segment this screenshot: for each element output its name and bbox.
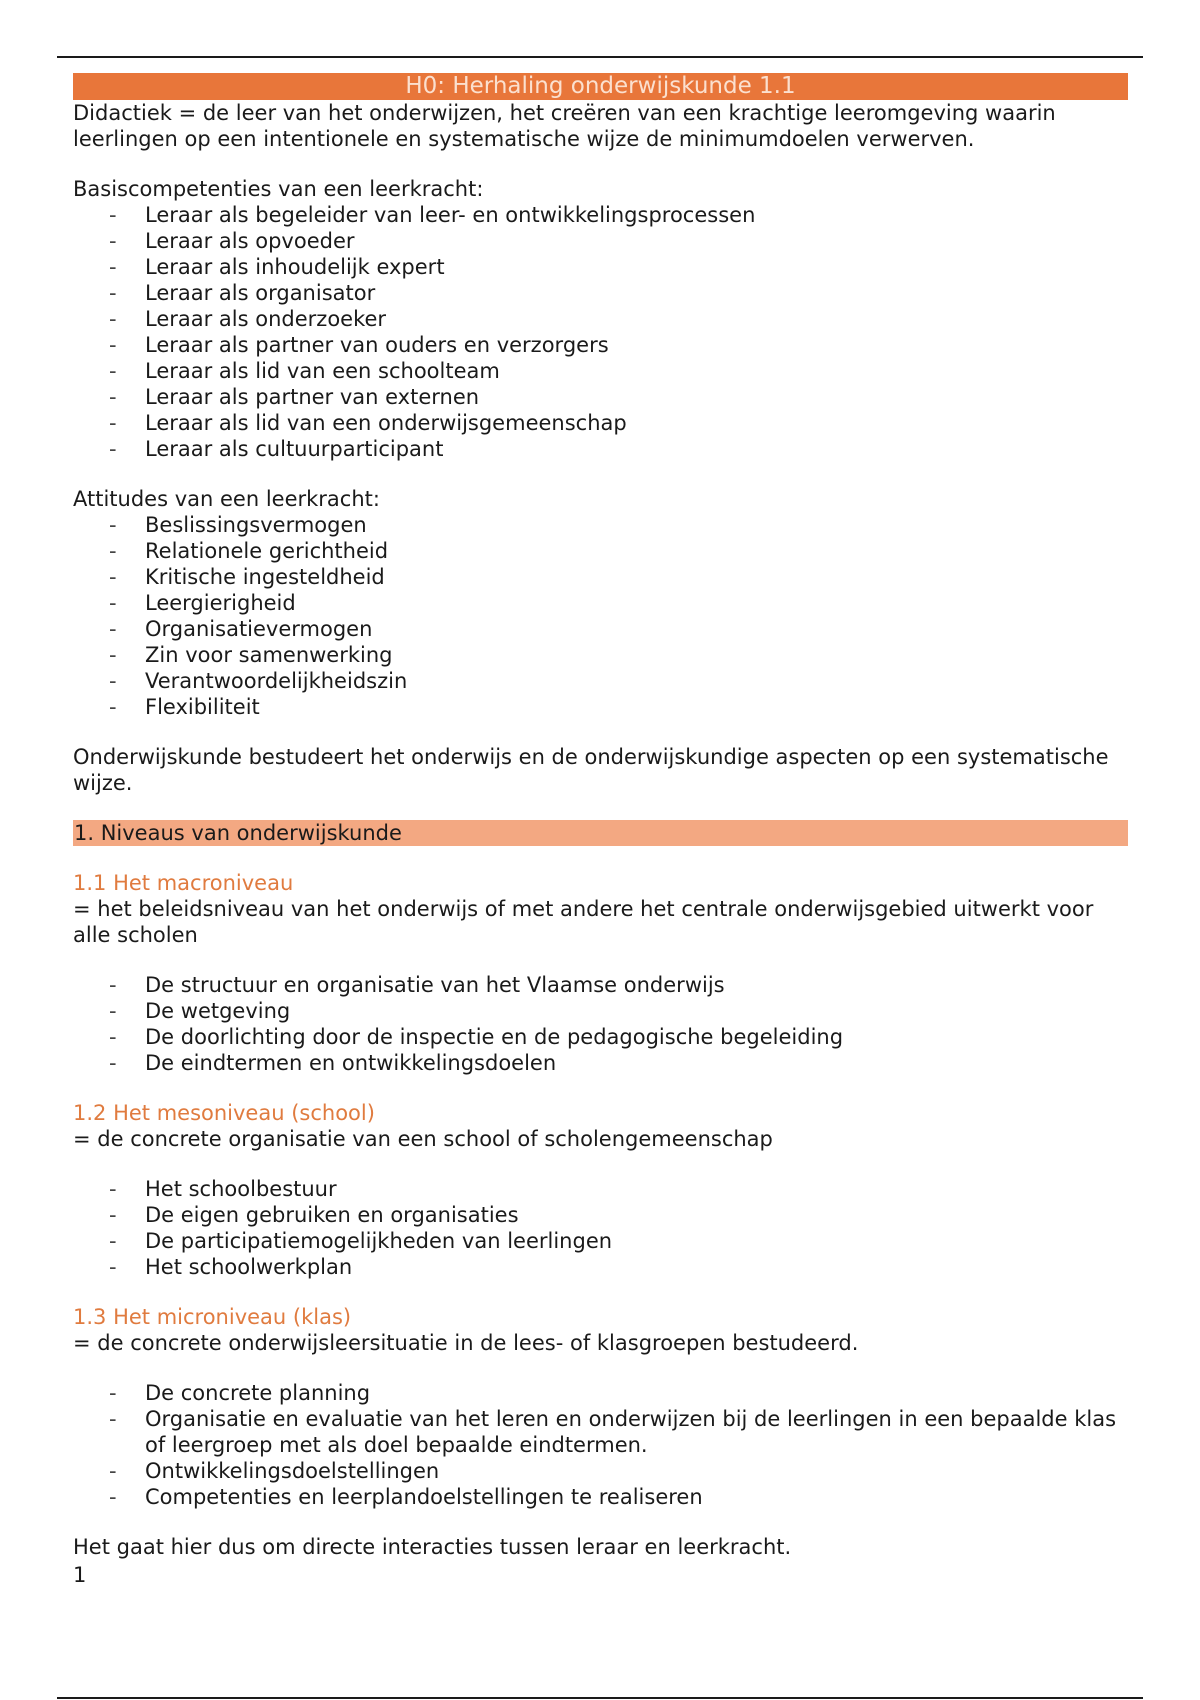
list-item: - Leraar als begeleider van leer- en ontwikkelingsprocessen <box>73 202 1128 228</box>
list-item: - Leraar als partner van ouders en verzorgers <box>73 332 1128 358</box>
list-item: - Relationele gerichtheid <box>73 538 1128 564</box>
list-item: - Zin voor samenwerking <box>73 642 1128 668</box>
list-item: - Beslissingsvermogen <box>73 512 1128 538</box>
list-item: - Leergierigheid <box>73 590 1128 616</box>
macro-heading: 1.1 Het macroniveau <box>73 871 294 895</box>
list-item: - Het schoolwerkplan <box>73 1254 1128 1280</box>
meso-definition: = de concrete organisatie van een school of scholengemeenschap <box>73 1127 773 1151</box>
list-item: - Organisatievermogen <box>73 616 1128 642</box>
micro-definition: = de concrete onderwijsleersituatie in de lees- of klasgroepen bestudeerd. <box>73 1331 859 1355</box>
list-item: - De concrete planning <box>73 1380 1128 1406</box>
page-title: H0: Herhaling onderwijskunde 1.1 <box>73 73 1128 100</box>
attitudes-heading: Attitudes van een leerkracht: <box>73 487 380 511</box>
meso-list <box>73 1176 1128 1280</box>
list-item: - De wetgeving <box>73 998 1128 1024</box>
list-item: - Competenties en leerplandoelstellingen te realiseren <box>73 1484 1128 1510</box>
list-item: - Leraar als lid van een onderwijsgemeenschap <box>73 410 1128 436</box>
list-item: - Ontwikkelingsdoelstellingen <box>73 1458 1128 1484</box>
list-item: - Verantwoordelijkheidszin <box>73 668 1128 694</box>
basiscompetenties-heading: Basiscompetenties van een leerkracht: <box>73 177 484 201</box>
list-item: - Leraar als partner van externen <box>73 384 1128 410</box>
list-item: - Flexibiliteit <box>73 694 1128 720</box>
page-number: 1 <box>73 1563 87 1587</box>
didactiek-paragraph: Didactiek = de leer van het onderwijzen, het creëren van een krachtige leeromgeving waarin leerlingen op een intentionele en systematische wijze de minimumdoelen verwerven. <box>73 101 1056 151</box>
list-item: - De eindtermen en ontwikkelingsdoelen <box>73 1050 1128 1076</box>
list-item: - Leraar als organisator <box>73 280 1128 306</box>
list-item: - Leraar als opvoeder <box>73 228 1128 254</box>
macro-definition: = het beleidsniveau van het onderwijs of met andere het centrale onderwijsgebied uitwerkt voor alle scholen <box>73 897 1094 947</box>
list-item: - De structuur en organisatie van het Vlaamse onderwijs <box>73 972 1128 998</box>
section-heading: 1. Niveaus van onderwijskunde <box>73 820 1128 846</box>
list-item: - Kritische ingesteldheid <box>73 564 1128 590</box>
micro-heading: 1.3 Het microniveau (klas) <box>73 1305 352 1329</box>
list-item: - Het schoolbestuur <box>73 1176 1128 1202</box>
list-item: - Leraar als lid van een schoolteam <box>73 358 1128 384</box>
list-item: - De participatiemogelijkheden van leerlingen <box>73 1228 1128 1254</box>
macro-list <box>73 972 1128 1076</box>
basiscompetenties-list <box>73 202 1128 462</box>
top-rule <box>57 56 1143 58</box>
onderwijskunde-paragraph: Onderwijskunde bestudeert het onderwijs en de onderwijskundige aspecten op een systematische wijze. <box>73 745 1109 795</box>
attitudes-list <box>73 512 1128 720</box>
closing-paragraph: Het gaat hier dus om directe interacties tussen leraar en leerkracht. <box>73 1535 792 1559</box>
bottom-rule <box>57 1697 1143 1699</box>
document-page <box>73 73 1128 1588</box>
micro-list <box>73 1380 1128 1510</box>
list-item: - Leraar als onderzoeker <box>73 306 1128 332</box>
list-item: - Leraar als cultuurparticipant <box>73 436 1128 462</box>
list-item: - De eigen gebruiken en organisaties <box>73 1202 1128 1228</box>
list-item: - Organisatie en evaluatie van het leren en onderwijzen bij de leerlingen in een bepaalde klas of leergroep met als doel bepaalde eindtermen. <box>73 1406 1128 1458</box>
list-item: - De doorlichting door de inspectie en de pedagogische begeleiding <box>73 1024 1128 1050</box>
list-item: - Leraar als inhoudelijk expert <box>73 254 1128 280</box>
meso-heading: 1.2 Het mesoniveau (school) <box>73 1101 375 1125</box>
